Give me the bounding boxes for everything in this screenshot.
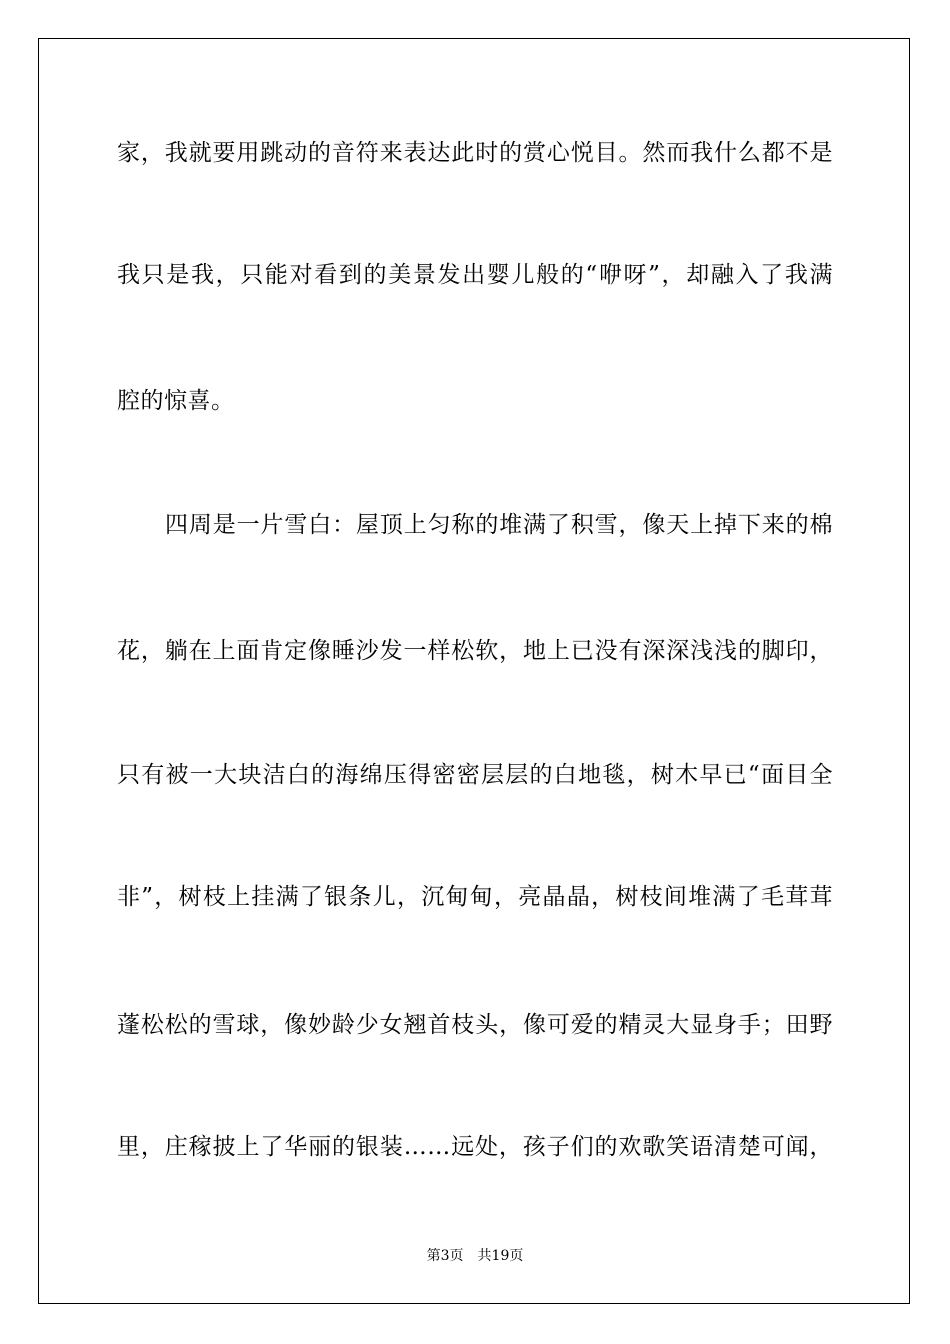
text-line-1: 家，我就要用跳动的音符来表达此时的赏心悦目。然而我什么都不是 [117,140,833,166]
text-line-4: 四周是一片雪白：屋顶上匀称的堆满了积雪，像天上掉下来的棉 [165,512,833,538]
page-footer [0,1246,950,1266]
total-pages: 共19页 [477,1248,524,1264]
text-line-9: 里，庄稼披上了华丽的银装……远处，孩子们的欢歌笑语清楚可闻， [117,1134,833,1160]
page-frame [38,38,910,1304]
text-line-5: 花，躺在上面肯定像睡沙发一样松软，地上已没有深深浅浅的脚印， [117,638,833,664]
text-line-6: 只有被一大块洁白的海绵压得密密层层的白地毯，树木早已“面目全 [117,762,833,788]
text-line-3: 腔的惊喜。 [117,388,235,414]
text-line-2: 我只是我，只能对看到的美景发出婴儿般的“咿呀”，却融入了我满 [117,262,833,288]
text-line-7: 非”，树枝上挂满了银条儿，沉甸甸，亮晶晶，树枝间堆满了毛茸茸 [117,884,833,910]
text-line-8: 蓬松松的雪球，像妙龄少女翘首枝头，像可爱的精灵大显身手；田野 [117,1012,833,1038]
page-number: 第3页 [426,1248,464,1264]
